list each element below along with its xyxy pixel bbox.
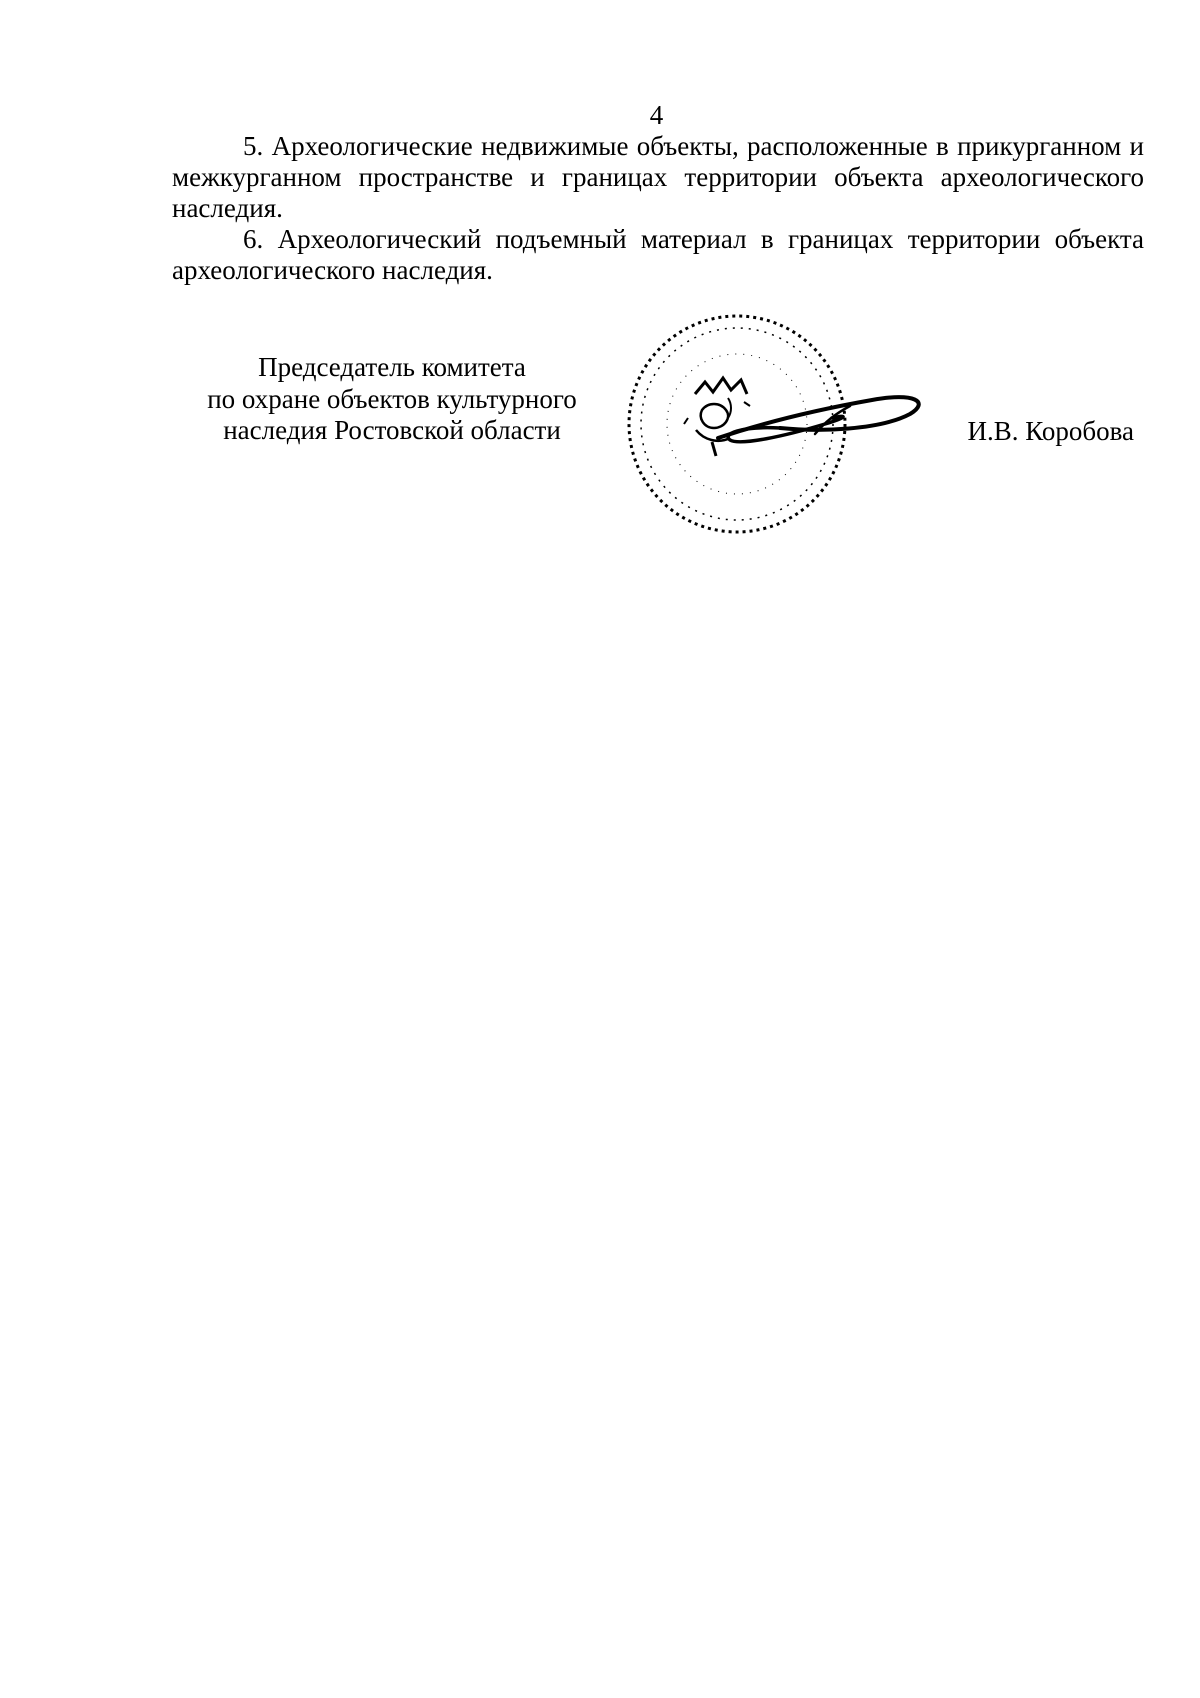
position-line: наследия Ростовской области <box>223 415 561 445</box>
paragraph-5: 5. Археологические недвижимые объекты, расположенные в прикурганном и межкурганном пространстве и границах территории объекта археологического наследия. <box>172 131 1144 223</box>
page-number: 4 <box>649 100 664 130</box>
position-line: Председатель комитета <box>258 352 526 382</box>
signer-name: И.В. Коробова <box>967 416 1134 446</box>
stamp-and-signature <box>610 306 940 546</box>
official-seal-icon <box>629 316 845 532</box>
signatory-position <box>172 352 612 447</box>
document-body <box>172 131 1144 286</box>
paragraph-6: 6. Археологический подъемный материал в границах территории объекта археологического наследия. <box>172 224 1144 285</box>
position-line: по охране объектов культурного <box>207 383 577 414</box>
